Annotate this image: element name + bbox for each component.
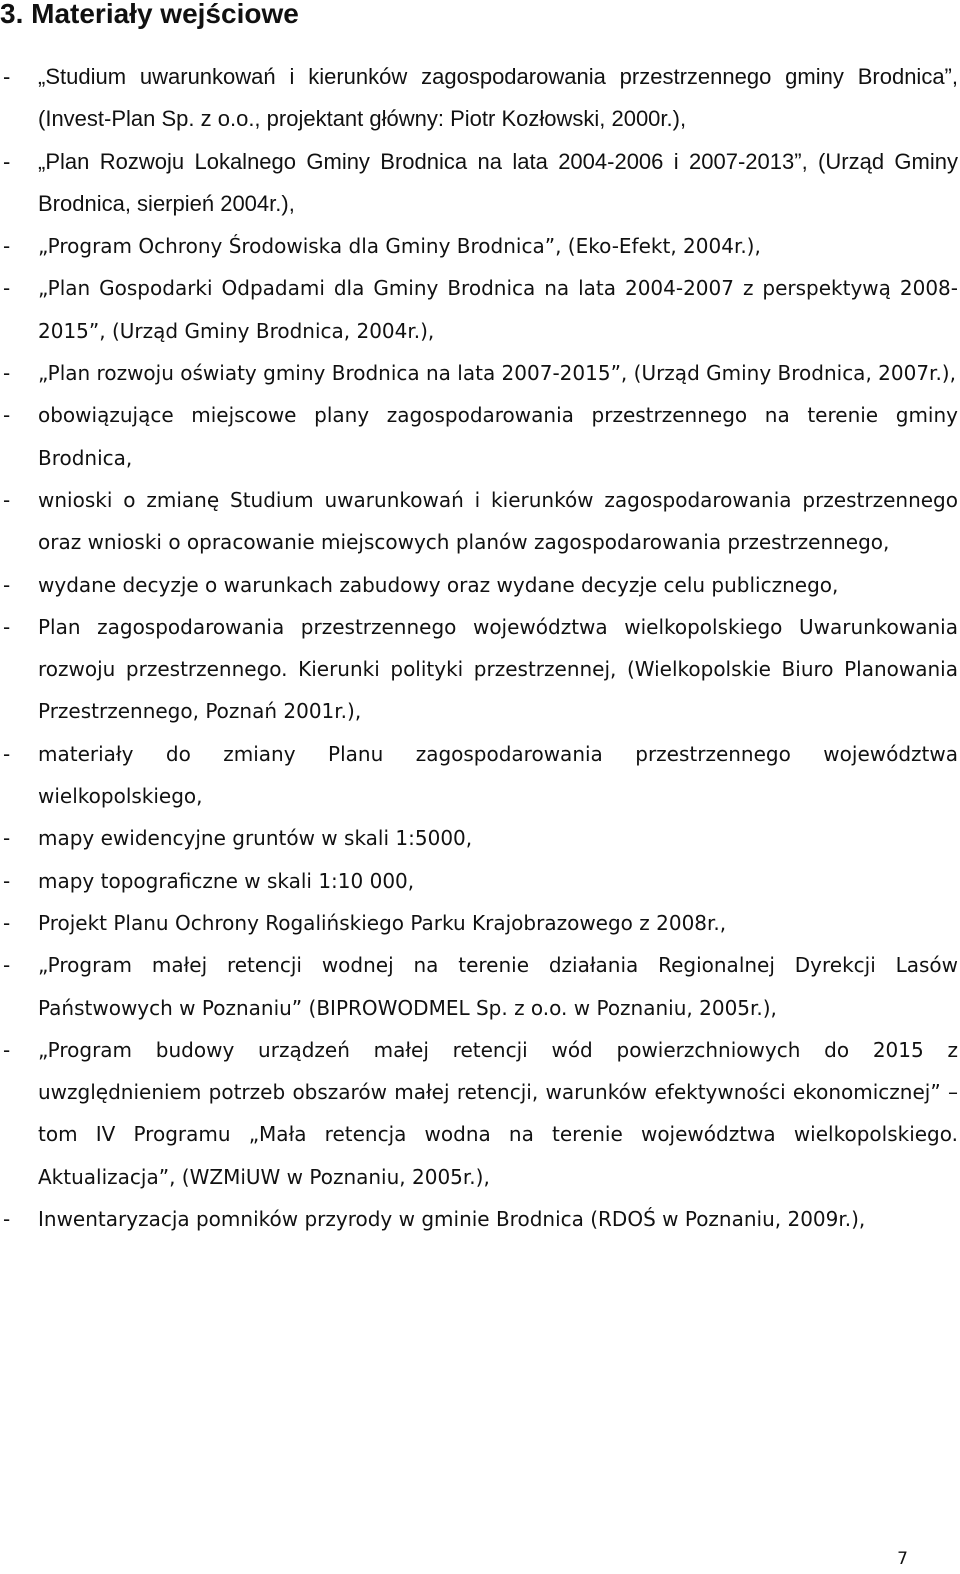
list-item-text: „Program budowy urządzeń małej retencji wód powierzchniowych do 2015 z uwzględnieniem potrzeb obszarów małej retencji, warunków efektywności ekonomicznej” – tom IV Programu „Mała retencja wodna na terenie województwa wielkopolskiego. Aktualizacja”, (WZMiUW w Poznaniu, 2005r.),	[38, 1037, 958, 1189]
bullet-dash: -	[3, 487, 11, 512]
bullet-dash: -	[3, 741, 11, 766]
bullet-dash: -	[3, 572, 11, 597]
list-item-text: Inwentaryzacja pomników przyrody w gminie Brodnica (RDOŚ w Poznaniu, 2009r.),	[38, 1207, 866, 1232]
bullet-dash: -	[3, 868, 11, 893]
list-item	[0, 944, 958, 1029]
list-item	[0, 817, 958, 859]
list-item-text: „Plan Rozwoju Lokalnego Gminy Brodnica na lata 2004-2006 i 2007-2013”, (Urząd Gminy Brodnica, sierpień 2004r.),	[38, 148, 958, 216]
bullet-dash: -	[3, 1207, 11, 1232]
list-item	[0, 902, 958, 944]
list-item-text: mapy ewidencyjne gruntów w skali 1:5000,	[38, 826, 473, 851]
section-heading: 3. Materiały wejściowe	[0, 0, 299, 29]
list-item	[0, 141, 958, 226]
list-item-text: „Program małej retencji wodnej na terenie działania Regionalnej Dyrekcji Lasów Państwowych w Poznaniu” (BIPROWODMEL Sp. z o.o. w Poznaniu, 2005r.),	[38, 953, 958, 1020]
list-item	[0, 860, 958, 902]
bullet-dash: -	[3, 614, 11, 639]
bullet-dash: -	[3, 361, 11, 386]
list-item-text: Projekt Planu Ochrony Rogalińskiego Parku Krajobrazowego z 2008r.,	[38, 910, 727, 935]
bullet-dash: -	[3, 234, 11, 259]
bullet-dash: -	[3, 276, 11, 301]
list-item-text: wydane decyzje o warunkach zabudowy oraz wydane decyzje celu publicznego,	[38, 572, 839, 597]
bullet-dash: -	[3, 910, 11, 935]
list-item	[0, 1198, 958, 1240]
list-item-text: materiały do zmiany Planu zagospodarowania przestrzennego województwa wielkopolskiego,	[38, 741, 958, 809]
list-item	[0, 606, 958, 733]
list-item-text: „Studium uwarunkowań i kierunków zagospodarowania przestrzennego gminy Brodnica”, (Invest-Plan Sp. z o.o., projektant główny: Piotr Kozłowski, 2000r.),	[38, 64, 958, 132]
list-item	[0, 479, 958, 564]
source-materials-list	[0, 56, 958, 1240]
list-item-text: obowiązujące miejscowe plany zagospodarowania przestrzennego na terenie gminy Brodnica,	[38, 403, 958, 470]
list-item	[0, 733, 958, 818]
page-number: 7	[897, 1549, 908, 1569]
list-item	[0, 352, 958, 394]
list-item-text: Plan zagospodarowania przestrzennego województwa wielkopolskiego Uwarunkowania rozwoju przestrzennego. Kierunki polityki przestrzennej, (Wielkopolskie Biuro Planowania Przestrzennego, Poznań 2001r.),	[38, 614, 958, 724]
list-item-text: wnioski o zmianę Studium uwarunkowań i kierunków zagospodarowania przestrzennego oraz wnioski o opracowanie miejscowych planów zagospodarowania przestrzennego,	[38, 487, 958, 555]
list-item	[0, 564, 958, 606]
list-item	[0, 394, 958, 479]
list-item	[0, 225, 958, 267]
bullet-dash: -	[3, 1037, 11, 1062]
list-item-text: mapy topograficzne w skali 1:10 000,	[38, 868, 415, 893]
list-item-text: „Plan Gospodarki Odpadami dla Gminy Brodnica na lata 2004-2007 z perspektywą 2008-2015”, (Urząd Gminy Brodnica, 2004r.),	[38, 276, 958, 343]
bullet-dash: -	[3, 826, 11, 851]
list-item	[0, 267, 958, 352]
list-item-text: „Plan rozwoju oświaty gminy Brodnica na lata 2007-2015”, (Urząd Gminy Brodnica, 2007r.),	[38, 361, 956, 386]
bullet-dash: -	[3, 403, 11, 428]
bullet-dash: -	[3, 148, 11, 174]
list-item-text: „Program Ochrony Środowiska dla Gminy Brodnica”, (Eko-Efekt, 2004r.),	[38, 234, 761, 259]
bullet-dash: -	[3, 64, 11, 89]
bullet-dash: -	[3, 953, 11, 978]
list-item	[0, 56, 958, 141]
list-item	[0, 1029, 958, 1198]
